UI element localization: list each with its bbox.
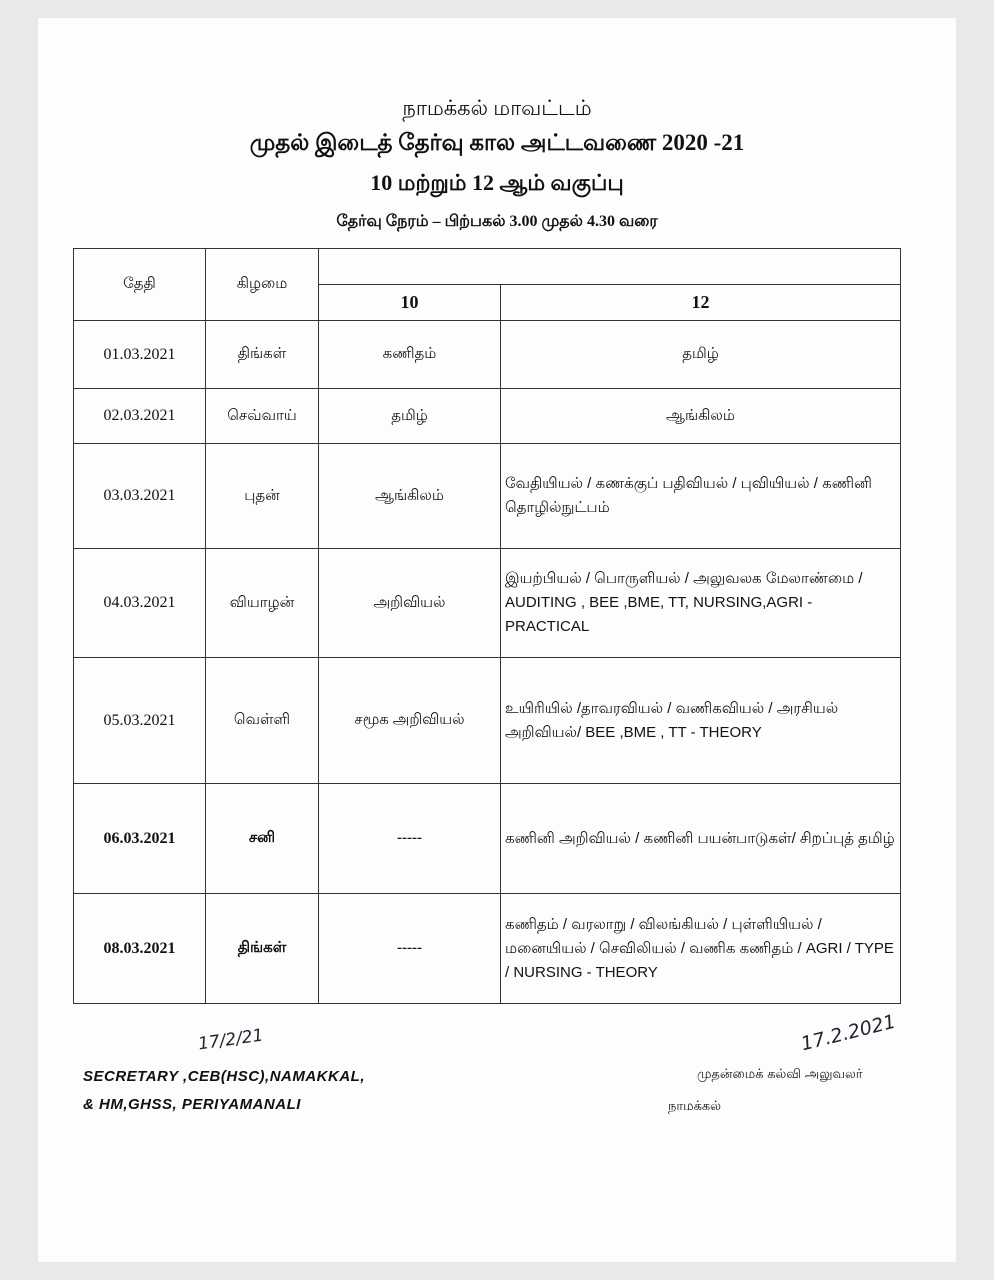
row-day: திங்கள் (206, 894, 319, 1004)
header-class-10: 10 (319, 285, 501, 321)
row-class10-subject: ----- (319, 784, 501, 894)
row-day: சனி (206, 784, 319, 894)
row-class10-subject: தமிழ் (319, 389, 501, 444)
row-class10-subject: ஆங்கிலம் (319, 444, 501, 549)
row-date: 02.03.2021 (74, 389, 206, 444)
table-row (74, 658, 901, 784)
row-date: 01.03.2021 (74, 321, 206, 389)
secretary-signature: 17/2/21 (196, 1025, 265, 1055)
row-class12-subject: ஆங்கிலம் (501, 389, 901, 444)
secretary-title: SECRETARY ,CEB(HSC),NAMAKKAL, (83, 1068, 366, 1085)
classes-heading: 10 மற்றும் 12 ஆம் வகுப்பு (370, 170, 624, 195)
row-class10-subject: ----- (319, 894, 501, 1004)
row-date: 08.03.2021 (74, 894, 206, 1004)
row-class10-subject: அறிவியல் (319, 549, 501, 658)
header-date: தேதி (74, 249, 206, 321)
row-day: வெள்ளி (206, 658, 319, 784)
row-class12-subject: கணிதம் / வரலாறு / விலங்கியல் / புள்ளியியல் / மனையியல் / செவிலியல் / வணிக கணிதம் / AGRI / TYPE / NURSING - THEORY (501, 894, 901, 1004)
table-row (74, 784, 901, 894)
ceo-signature: 17.2.2021 (798, 1010, 898, 1056)
row-date: 06.03.2021 (74, 784, 206, 894)
table-row (74, 321, 901, 389)
row-class12-subject: தமிழ் (501, 321, 901, 389)
secretary-school: & HM,GHSS, PERIYAMANALI (83, 1096, 301, 1113)
row-day: புதன் (206, 444, 319, 549)
row-class12-subject: கணினி அறிவியல் / கணினி பயன்பாடுகள்/ சிறப்புத் தமிழ் (501, 784, 901, 894)
exam-timetable (73, 248, 901, 1004)
row-class10-subject: சமூக அறிவியல் (319, 658, 501, 784)
document-title: முதல் இடைத் தேர்வு கால அட்டவணை 2020 -21 (249, 130, 745, 155)
header-class-12: 12 (501, 285, 901, 321)
row-day: திங்கள் (206, 321, 319, 389)
row-day: வியாழன் (206, 549, 319, 658)
row-class12-subject: வேதியியல் / கணக்குப் பதிவியல் / புவியியல் / கணினி தொழில்நுட்பம் (501, 444, 901, 549)
row-date: 04.03.2021 (74, 549, 206, 658)
row-day: செவ்வாய் (206, 389, 319, 444)
ceo-designation: முதன்மைக் கல்வி அலுவலர் (697, 1066, 863, 1081)
row-class12-subject: இயற்பியல் / பொருளியல் / அலுவலக மேலாண்மை / AUDITING , BEE ,BME, TT, NURSING,AGRI - PRACTICAL (501, 549, 901, 658)
table-row (74, 444, 901, 549)
table-row (74, 389, 901, 444)
district-heading: நாமக்கல் மாவட்டம் (402, 96, 592, 120)
exam-time: தேர்வு நேரம் – பிற்பகல் 3.00 முதல் 4.30 வரை (336, 213, 658, 230)
row-class10-subject: கணிதம் (319, 321, 501, 389)
ceo-place: நாமக்கல் (668, 1098, 722, 1113)
row-date: 03.03.2021 (74, 444, 206, 549)
row-class12-subject: உயிரியில் /தாவரவியல் / வணிகவியல் / அரசியல் அறிவியல்/ BEE ,BME , TT - THEORY (501, 658, 901, 784)
header-day: கிழமை (206, 249, 319, 321)
row-date: 05.03.2021 (74, 658, 206, 784)
header-class-group (319, 249, 901, 285)
table-row (74, 894, 901, 1004)
table-row (74, 549, 901, 658)
